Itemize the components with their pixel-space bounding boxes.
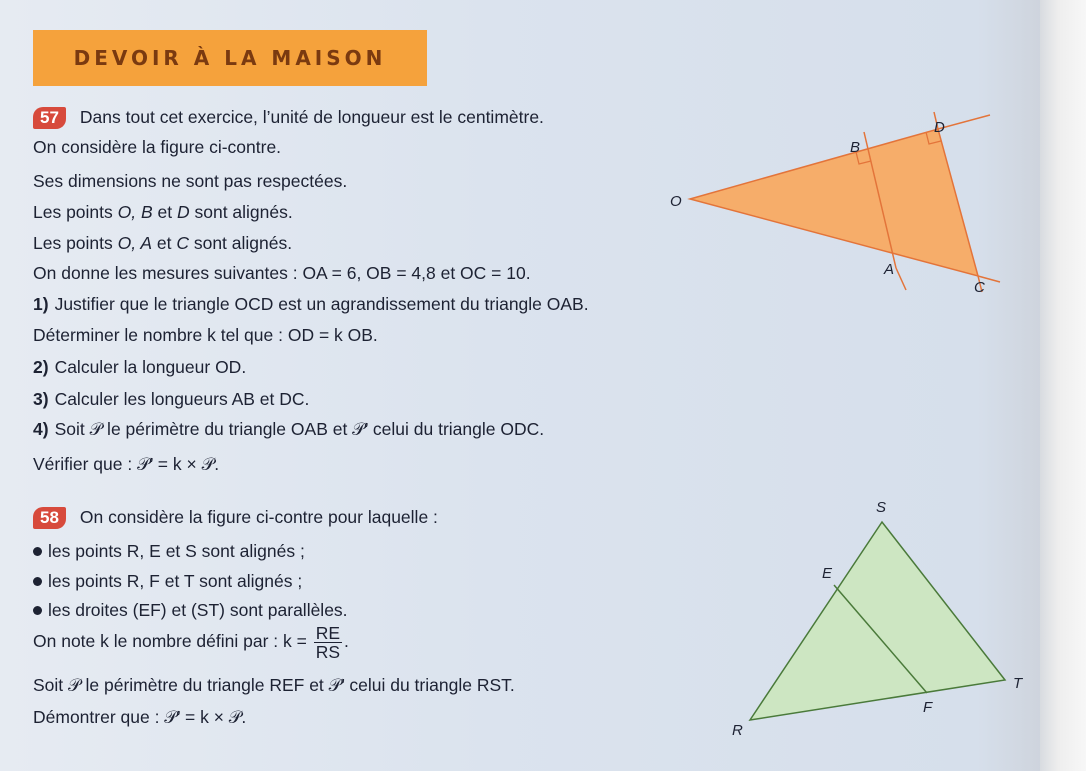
ex57-label-d: D bbox=[934, 119, 945, 136]
page-spine bbox=[1040, 0, 1086, 771]
ex57-line-aligned-oac: Les points O, A et C sont alignés. bbox=[33, 233, 293, 253]
ex57-question-4-sub: Vérifier que : 𝒫’ = k × 𝒫. bbox=[33, 454, 220, 474]
ex58-label-f: F bbox=[923, 699, 933, 716]
ex58-label-r: R bbox=[732, 722, 743, 739]
ex58-perimeter-line: Soit 𝒫 le périmètre du triangle REF et 𝒫’ celui du triangle RST. bbox=[33, 675, 515, 695]
ex58-k-fraction: $\frac{RE}{RS}$ bbox=[315, 623, 341, 662]
ex58-k-definition: On note k le nombre défini par : k = $\frac{RE}{RS}$ . bbox=[33, 623, 349, 662]
ex57-label-b: B bbox=[850, 139, 861, 156]
ex57-triangle-ocd bbox=[690, 129, 978, 276]
ex57-line-aligned-obd: Les points O, B et D sont alignés. bbox=[33, 202, 293, 222]
ex57-label-a: A bbox=[884, 261, 895, 278]
ex57-question-3: 3) Calculer les longueurs AB et DC. bbox=[33, 389, 310, 409]
section-title: DEVOIR À LA MAISON bbox=[73, 46, 387, 70]
ex58-prove-line: Démontrer que : 𝒫’ = k × 𝒫. bbox=[33, 707, 247, 727]
ex57-label-c: C bbox=[974, 279, 985, 296]
ex58-number-badge: 58 bbox=[33, 507, 66, 529]
ex57-line-od-ext bbox=[938, 115, 990, 129]
ex57-line-dimensions: Ses dimensions ne sont pas respectées. bbox=[33, 171, 348, 191]
ex58-triangle-rst bbox=[750, 522, 1005, 720]
ex57-question-1-sub: Déterminer le nombre k tel que : OD = k OB. bbox=[33, 325, 378, 345]
ex58-label-s: S bbox=[876, 499, 887, 516]
ex58-bullet-1: les points R, E et S sont alignés ; bbox=[33, 540, 305, 562]
ex58-intro-line bbox=[33, 506, 438, 529]
ex57-line-measures: On donne les mesures suivantes : OA = 6, OB = 4,8 et OC = 10. bbox=[33, 263, 531, 283]
ex58-intro: On considère la figure ci-contre pour laquelle : bbox=[79, 507, 438, 527]
ex58-label-e: E bbox=[822, 565, 833, 582]
ex57-figure bbox=[660, 100, 1040, 320]
ex57-number-badge: 57 bbox=[33, 107, 66, 129]
ex58-figure bbox=[720, 490, 1040, 750]
ex57-intro: Dans tout cet exercice, l’unité de longueur est le centimètre. bbox=[79, 107, 544, 127]
ex58-label-t: T bbox=[1013, 675, 1023, 692]
ex57-line-ab-ext-bot bbox=[896, 268, 906, 290]
ex57-label-o: O bbox=[670, 193, 682, 210]
ex57-line-ab-ext-top bbox=[864, 132, 868, 149]
ex57-question-1: 1) Justifier que le triangle OCD est un agrandissement du triangle OAB. bbox=[33, 294, 589, 314]
ex58-bullet-2: les points R, F et T sont alignés ; bbox=[33, 570, 302, 592]
ex57-intro-line bbox=[33, 106, 544, 129]
ex57-question-4: 4) Soit 𝒫 le périmètre du triangle OAB et 𝒫’ celui du triangle ODC. bbox=[33, 419, 545, 439]
ex58-bullet-3: les droites (EF) et (ST) sont parallèles. bbox=[33, 599, 348, 621]
ex57-question-2: 2) Calculer la longueur OD. bbox=[33, 357, 247, 377]
section-header bbox=[33, 30, 427, 86]
ex57-line-figure: On considère la figure ci-contre. bbox=[33, 137, 282, 157]
